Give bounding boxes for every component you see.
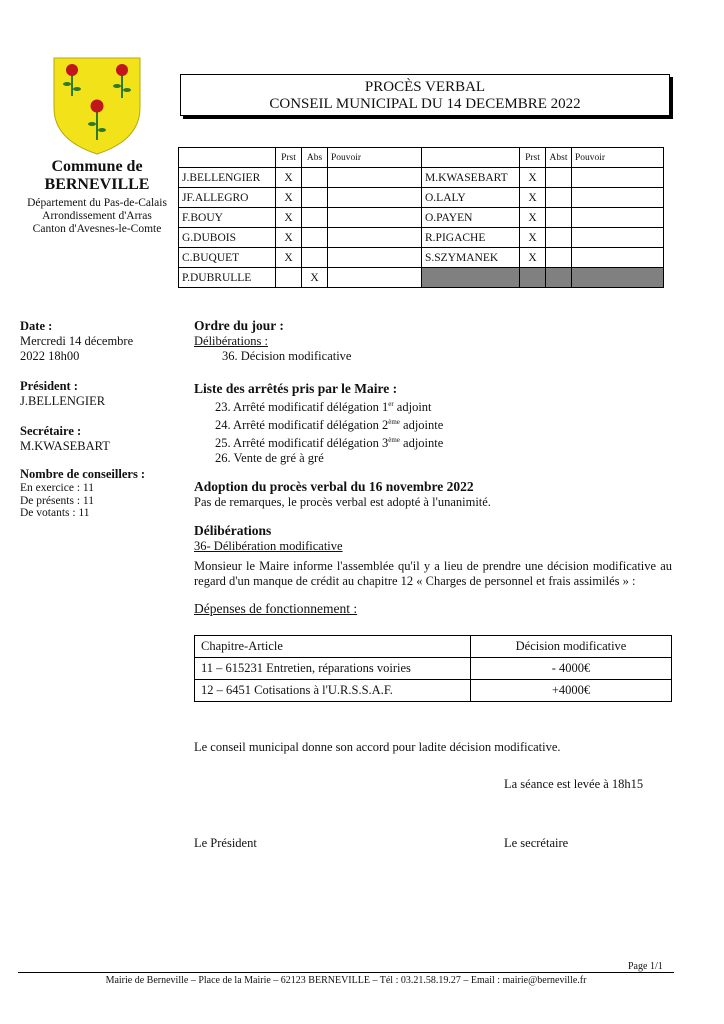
proxy-cell xyxy=(572,168,664,188)
chapter-article: 11 – 615231 Entretien, réparations voiries xyxy=(195,658,471,680)
table-header-row xyxy=(179,148,664,168)
commune-label: Commune de xyxy=(51,158,143,175)
table-row xyxy=(195,658,672,680)
proxy-cell xyxy=(572,248,664,268)
secretary-label: Secrétaire : xyxy=(20,424,82,438)
list-item: 25. Arrêté modificatif délégation 3ème adjointe xyxy=(215,436,444,451)
absent-mark xyxy=(302,168,328,188)
present-mark: X xyxy=(276,208,302,228)
page-number: Page 1/1 xyxy=(628,961,663,972)
member-name: J.BELLENGIER xyxy=(179,168,276,188)
member-name: G.DUBOIS xyxy=(179,228,276,248)
arrondissement: Arrondissement d'Arras xyxy=(42,210,152,222)
empty-gray-cell xyxy=(520,268,546,288)
col-header: Chapitre-Article xyxy=(195,636,471,658)
member-name: S.SZYMANEK xyxy=(422,248,520,268)
empty-gray-cell xyxy=(546,268,572,288)
table-header-row xyxy=(195,636,672,658)
empty-gray-cell xyxy=(422,268,520,288)
present-mark: X xyxy=(520,188,546,208)
signature-president: Le Président xyxy=(194,836,257,850)
footer-address: Mairie de Berneville – Place de la Mairie – 62123 BERNEVILLE – Tél : 03.21.58.19.27 – Email : mairie@berneville.fr xyxy=(105,975,587,986)
col-header: Décision modificative xyxy=(471,636,672,658)
present-count: De présents : 11 xyxy=(20,494,94,507)
present-mark: X xyxy=(276,188,302,208)
blank-cell xyxy=(179,148,276,168)
left-column xyxy=(20,319,185,520)
absent-mark xyxy=(546,248,572,268)
absent-mark: X xyxy=(302,268,328,288)
president-value: J.BELLENGIER xyxy=(20,394,106,408)
proxy-cell xyxy=(328,268,422,288)
proxy-cell xyxy=(328,228,422,248)
present-mark: X xyxy=(276,228,302,248)
absent-mark xyxy=(302,188,328,208)
absent-mark xyxy=(302,208,328,228)
coat-of-arms xyxy=(52,56,142,156)
list-item: 24. Arrêté modificatif délégation 2ème adjointe xyxy=(215,418,444,433)
deliberation-subtitle: 36- Délibération modificative xyxy=(194,539,343,554)
blank-cell xyxy=(422,148,520,168)
adoption-text: Pas de remarques, le procès verbal est adopté à l'unanimité. xyxy=(194,495,491,510)
commune-block xyxy=(14,158,180,236)
table-row xyxy=(179,268,664,288)
signature-secretary: Le secrétaire xyxy=(504,836,569,850)
col-header: Abst xyxy=(546,148,572,168)
present-mark: X xyxy=(520,228,546,248)
member-name: M.KWASEBART xyxy=(422,168,520,188)
proxy-cell xyxy=(328,208,422,228)
date-value: 2022 18h00 xyxy=(20,349,80,363)
date-label: Date : xyxy=(20,319,53,333)
expenses-title: Dépenses de fonctionnement : xyxy=(194,601,358,617)
absent-mark xyxy=(302,248,328,268)
table-row xyxy=(179,208,664,228)
present-mark: X xyxy=(276,168,302,188)
absent-mark xyxy=(546,208,572,228)
deliberation-text: Monsieur le Maire informe l'assemblée qu'il y a lieu de prendre une décision modificative au regard d'un manque de crédit au chapitre 12 « Charges de personnel et frais assimilés » : xyxy=(194,559,672,589)
col-header: Prst xyxy=(276,148,302,168)
member-name: P.DUBRULLE xyxy=(179,268,276,288)
member-name: O.LALY xyxy=(422,188,520,208)
member-name: F.BOUY xyxy=(179,208,276,228)
present-mark: X xyxy=(520,208,546,228)
in-office-count: En exercice : 11 xyxy=(20,482,94,494)
present-mark: X xyxy=(520,168,546,188)
absent-mark xyxy=(546,168,572,188)
table-row xyxy=(179,228,664,248)
secretary-value: M.KWASEBART xyxy=(20,439,110,453)
agreement-text: Le conseil municipal donne son accord pour ladite décision modificative. xyxy=(194,740,561,754)
amount: +4000€ xyxy=(471,680,672,702)
main-content xyxy=(194,318,674,617)
empty-gray-cell xyxy=(572,268,664,288)
member-name: JF.ALLEGRO xyxy=(179,188,276,208)
proxy-cell xyxy=(328,168,422,188)
proxy-cell xyxy=(328,188,422,208)
table-row xyxy=(195,680,672,702)
councillors-label: Nombre de conseillers : xyxy=(20,467,146,481)
absent-mark xyxy=(546,228,572,248)
proxy-cell xyxy=(572,188,664,208)
col-header: Pouvoir xyxy=(572,148,664,168)
title-line-2: CONSEIL MUNICIPAL DU 14 DECEMBRE 2022 xyxy=(269,96,581,112)
document-title xyxy=(180,74,670,116)
present-mark: X xyxy=(520,248,546,268)
amount: - 4000€ xyxy=(471,658,672,680)
proxy-cell xyxy=(572,228,664,248)
title-line-1: PROCÈS VERBAL xyxy=(364,79,486,95)
present-mark: X xyxy=(276,248,302,268)
col-header: Pouvoir xyxy=(328,148,422,168)
canton: Canton d'Avesnes-le-Comte xyxy=(32,223,162,235)
member-name: O.PAYEN xyxy=(422,208,520,228)
departement: Département du Pas-de-Calais xyxy=(27,197,167,209)
col-header: Prst xyxy=(520,148,546,168)
expenses-table xyxy=(194,635,672,702)
member-name: C.BUQUET xyxy=(179,248,276,268)
absent-mark xyxy=(546,188,572,208)
date-value: Mercredi 14 décembre xyxy=(20,334,134,348)
proxy-cell xyxy=(572,208,664,228)
deliberations-title: Délibérations xyxy=(194,523,272,539)
absent-mark xyxy=(302,228,328,248)
commune-name: BERNEVILLE xyxy=(44,176,150,193)
agenda-item: 36. Décision modificative xyxy=(222,349,352,363)
closing-text: La séance est levée à 18h15 xyxy=(504,777,644,791)
list-item: 23. Arrêté modificatif délégation 1er adjoint xyxy=(215,400,432,415)
list-item: 26. Vente de gré à gré xyxy=(215,451,324,466)
col-header: Abs xyxy=(302,148,328,168)
footer-divider xyxy=(18,972,674,973)
deliberations-label: Délibérations : xyxy=(194,334,268,348)
adoption-title: Adoption du procès verbal du 16 novembre 2022 xyxy=(194,479,474,495)
member-name: R.PIGACHE xyxy=(422,228,520,248)
present-mark xyxy=(276,268,302,288)
agenda-title: Ordre du jour : xyxy=(194,318,284,333)
table-row xyxy=(179,168,664,188)
proxy-cell xyxy=(328,248,422,268)
chapter-article: 12 – 6451 Cotisations à l'U.R.S.S.A.F. xyxy=(195,680,471,702)
table-row xyxy=(179,188,664,208)
voting-count: De votants : 11 xyxy=(20,507,90,519)
attendance-table xyxy=(178,147,664,288)
arretes-title: Liste des arrêtés pris par le Maire : xyxy=(194,381,398,396)
president-label: Président : xyxy=(20,379,78,393)
table-row xyxy=(179,248,664,268)
